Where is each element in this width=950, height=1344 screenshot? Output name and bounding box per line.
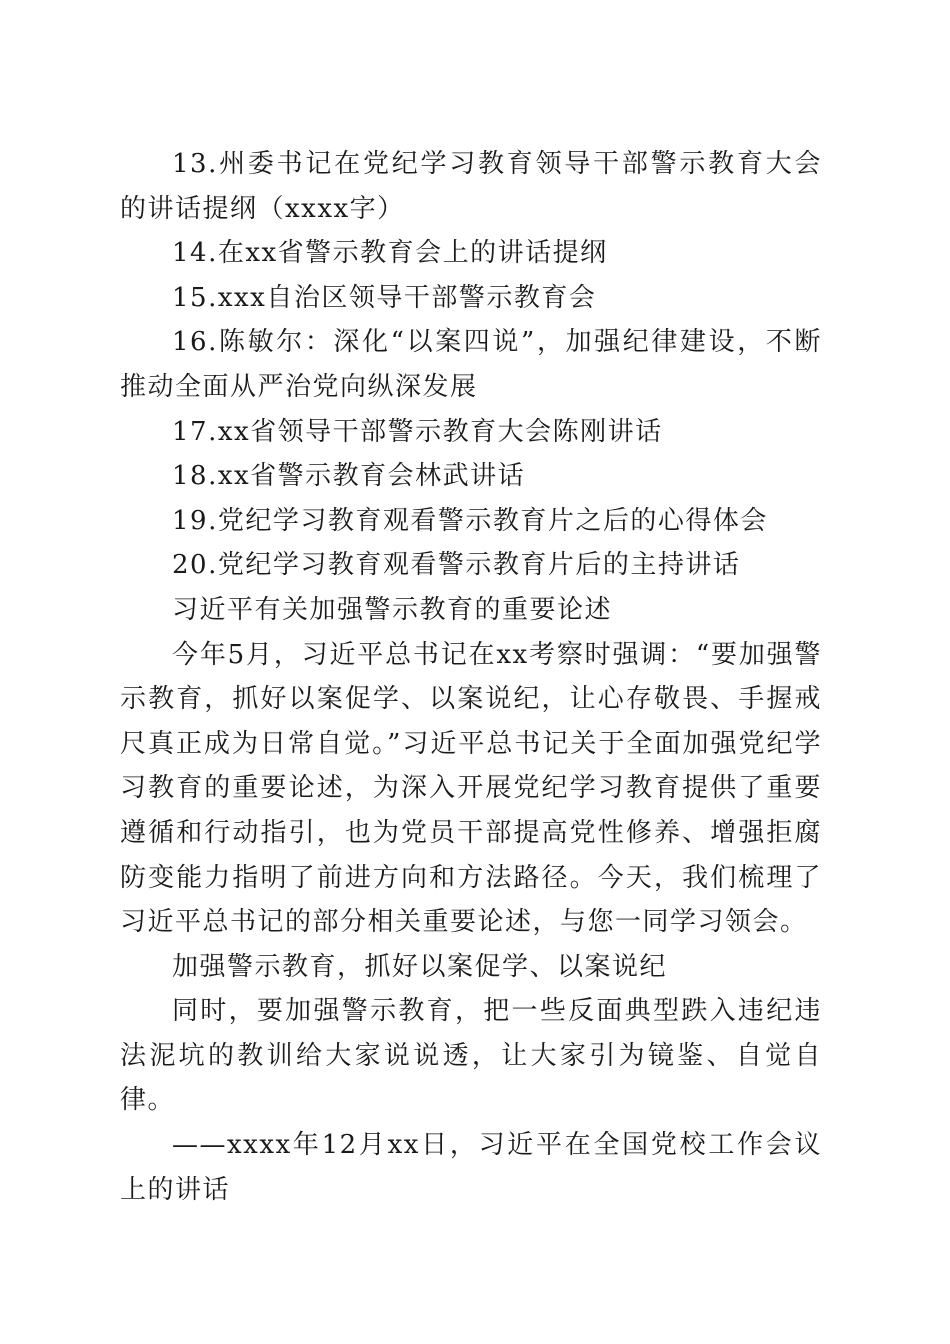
list-item-20: 20.党纪学习教育观看警示教育片后的主持讲话 [172, 550, 741, 581]
list-item-19: 19.党纪学习教育观看警示教育片之后的心得体会 [172, 505, 768, 536]
subsection-heading: 加强警示教育，抓好以案促学、以案说纪 [172, 951, 668, 982]
quote-source: ——xxxx年12月xx日，习近平在全国党校工作会议上的讲话 [120, 1130, 822, 1205]
list-item-14: 14.在xx省警示教育会上的讲话提纲 [172, 238, 608, 269]
list-item-17: 17.xx省领导干部警示教育大会陈刚讲话 [172, 416, 663, 447]
intro-paragraph: 今年5月，习近平总书记在xx考察时强调：“要加强警示教育，抓好以案促学、以案说纪，让心存敬畏、手握戒尺真正成为日常自觉。”习近平总书记关于全面加强党纪学习教育的重要论述，为深入开展党纪学习教育提供了重要遵循和行动指引，也为党员干部提高党性修养、增强拒腐防变能力指明了前进方向和方法路径。今天，我们梳理了习近平总书记的部分相关重要论述，与您一同学习领会。 [120, 639, 822, 938]
section-heading: 习近平有关加强警示教育的重要论述 [172, 594, 613, 625]
list-item-18: 18.xx省警示教育会林武讲话 [172, 461, 526, 492]
document-body [120, 142, 822, 1212]
quote-paragraph: 同时，要加强警示教育，把一些反面典型跌入违纪违法泥坑的教训给大家说说透，让大家引为镜鉴、自觉自律。 [120, 996, 822, 1116]
list-item-13: 13.州委书记在党纪学习教育领导干部警示教育大会的讲话提纲（xxxx字） [120, 149, 822, 224]
list-item-15: 15.xxx自治区领导干部警示教育会 [172, 282, 597, 313]
list-item-16: 16.陈敏尔：深化“以案四说”，加强纪律建设，不断推动全面从严治党向纵深发展 [120, 327, 822, 402]
